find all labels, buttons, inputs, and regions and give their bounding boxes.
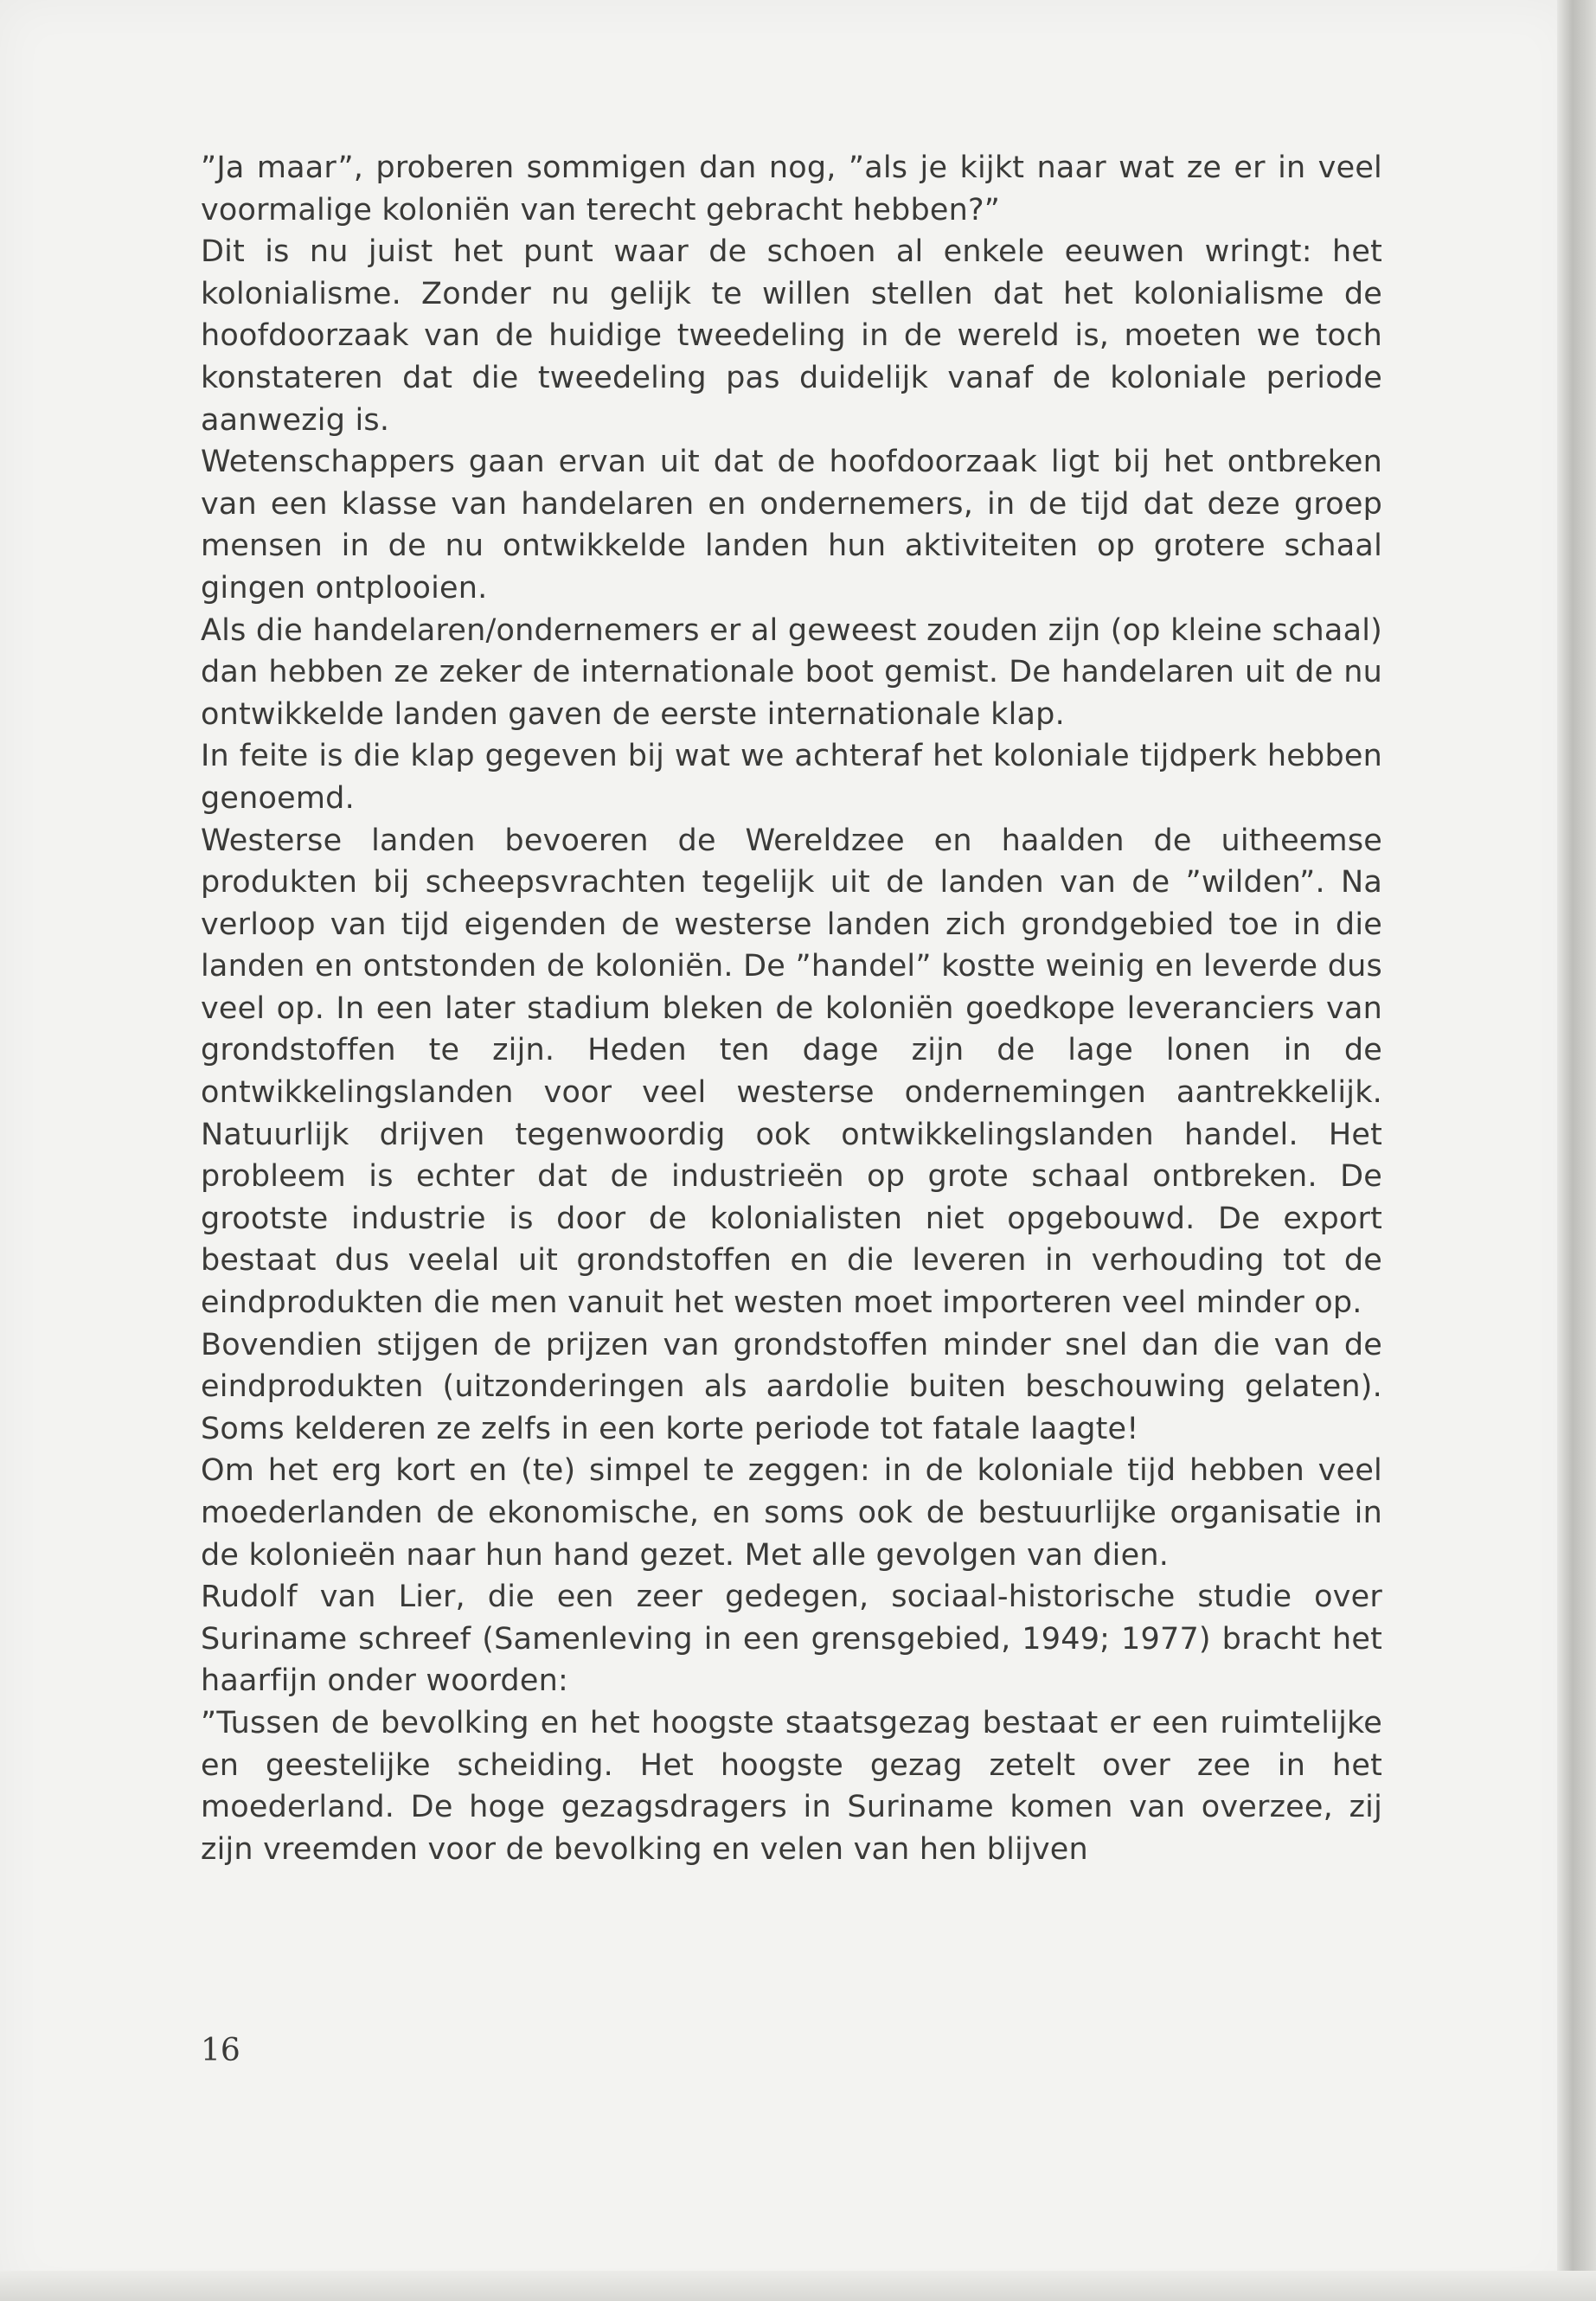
page-number: 16 (201, 2033, 240, 2068)
page-gutter (1557, 0, 1596, 2301)
paragraph: Rudolf van Lier, die een zeer gedegen, sociaal-historische studie over Suriname schreef (Samenleving in een grensgebied, 1949; 1977) bracht het haarfijn onder woorden: (201, 1580, 1382, 1699)
paragraph: Westerse landen bevoeren de Wereldzee en haalden de uitheemse produkten bij scheepsvrachten tegelijk uit de landen van de ”wilden”. Na verloop van tijd eigenden de westerse landen zich grondgebied toe in die landen en ontstonden de koloniën. De ”handel” kostte weinig en leverde dus veel op. In een later stadium bleken de koloniën goedkope leveranciers van grondstoffen te zijn. Heden ten dage zijn de lage lonen in de ontwikkelingslanden voor veel westerse ondernemingen aantrekkelijk. Natuurlijk drijven tegenwoordig ook ontwikkelingslanden handel. Het probleem is echter dat de industrieën op grote schaal ontbreken. De grootste industrie is door de kolonialisten niet opgebouwd. De export bestaat dus veelal uit grondstoffen en die leveren in verhouding tot de eindprodukten die men vanuit het westen moet importeren veel minder op. (201, 823, 1382, 1321)
paragraph: ”Tussen de bevolking en het hoogste staatsgezag bestaat er een ruimtelijke en geestelijke scheiding. Het hoogste gezag zetelt over zee in het moederland. De hoge gezagsdragers in Suriname komen van overzee, zij zijn vreemden voor de bevolking en velen van hen blijven (201, 1705, 1382, 1867)
body-text (201, 147, 1382, 1870)
paragraph: Dit is nu juist het punt waar de schoen al enkele eeuwen wringt: het kolonialisme. Zonder nu gelijk te willen stellen dat het kolonialisme de hoofdoorzaak van de huidige tweedeling in de wereld is, moeten we toch konstateren dat die tweedeling pas duidelijk vanaf de koloniale periode aanwezig is. (201, 234, 1382, 438)
paragraph: Bovendien stijgen de prijzen van grondstoffen minder snel dan die van de eindprodukten (uitzonderingen als aardolie buiten beschouwing gelaten). Soms kelderen ze zelfs in een korte periode tot fatale laagte! (201, 1327, 1382, 1446)
paragraph: Wetenschappers gaan ervan uit dat de hoofdoorzaak ligt bij het ontbreken van een klasse van handelaren en ondernemers, in de tijd dat deze groep mensen in de nu ontwikkelde landen hun aktiviteiten op grotere schaal gingen ontplooien. (201, 445, 1382, 606)
paragraph: ”Ja maar”, proberen sommigen dan nog, ”als je kijkt naar wat ze er in veel voormalige koloniën van terecht gebracht hebben?” (201, 151, 1382, 228)
paragraph: Als die handelaren/ondernemers er al geweest zouden zijn (op kleine schaal) dan hebben ze zeker de internationale boot gemist. De handelaren uit de nu ontwikkelde landen gaven de eerste internationale klap. (201, 612, 1382, 732)
page-bottom-edge (0, 2271, 1596, 2301)
paragraph: Om het erg kort en (te) simpel te zeggen: in de koloniale tijd hebben veel moederlanden de ekonomische, en soms ook de bestuurlijke organisatie in de kolonieën naar hun hand gezet. Met alle gevolgen van dien. (201, 1453, 1382, 1573)
paragraph: In feite is die klap gegeven bij wat we achteraf het koloniale tijdperk hebben genoemd. (201, 739, 1382, 816)
